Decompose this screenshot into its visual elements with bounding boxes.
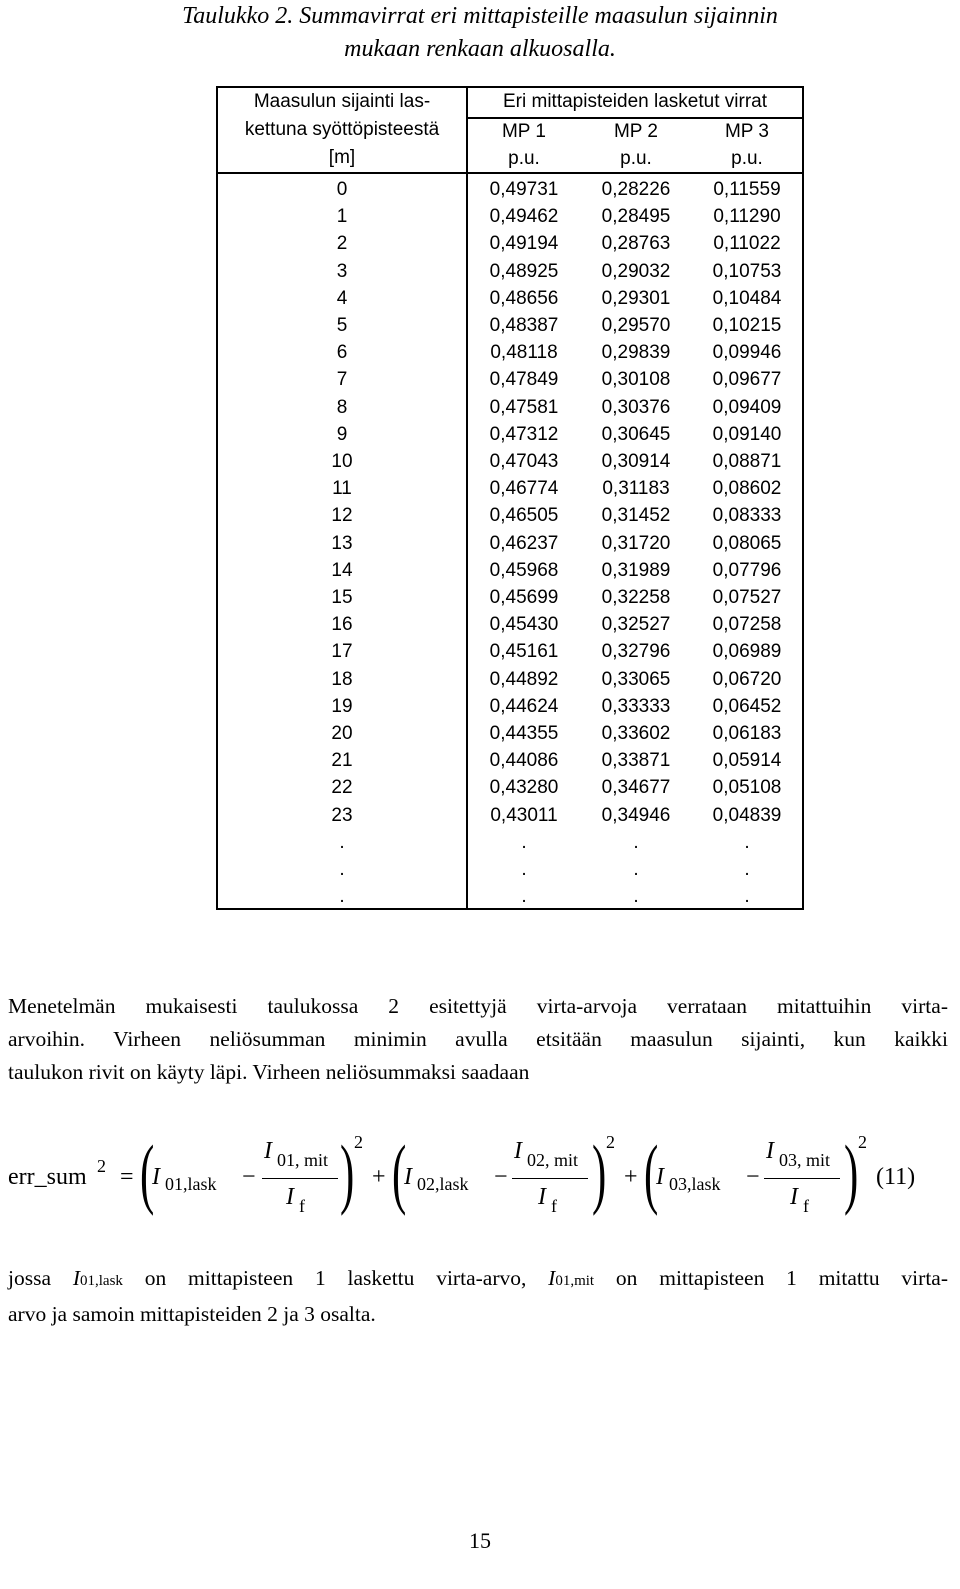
table-cell-mp3: 0,09409 (712, 396, 782, 418)
eq-term2-num-I: I (514, 1138, 522, 1164)
table-cell-mp2: 0,28226 (601, 179, 671, 200)
eq-number: (11) (876, 1164, 916, 1190)
eq-term3-num-sub: 03, mit (779, 1150, 831, 1170)
table-cell-mp3: 0,07527 (712, 587, 782, 608)
table-cell-mp2: 0,32796 (601, 641, 671, 663)
table-cell-mp1: 0,47312 (489, 423, 559, 445)
table-cell-mp1: 0,48656 (489, 287, 559, 309)
eq-paren-close-2: ) (592, 1129, 607, 1216)
table-cell-mp1: 0,43011 (490, 804, 558, 826)
table-cell-mp1: 0,45430 (489, 614, 559, 636)
paragraph-1 (8, 990, 948, 1089)
table-cell-mp2: 0,29032 (601, 260, 671, 282)
header-divider (218, 172, 802, 174)
eq-term1-num-sub: 01, mit (277, 1150, 329, 1170)
table-cell-position: 20 (331, 723, 353, 744)
eq-term3-fraction-bar (764, 1178, 840, 1179)
caption-line-1: Taulukko 2. Summavirrat eri mittapisteille maasulun sijainnin (182, 3, 778, 29)
table-cell-position: 2 (336, 233, 348, 255)
table-cell-mp1: 0,45161 (489, 641, 559, 663)
table-cell-mp1: 0,49462 (489, 206, 559, 228)
table-cell-mp3: 0,05914 (712, 750, 782, 772)
table-cell-mp1: 0,49194 (489, 233, 559, 255)
table-cell-mp3: 0,06989 (712, 641, 782, 663)
eq-term1-I: I (152, 1164, 160, 1190)
eq-term1-den-I: I (286, 1184, 294, 1210)
table-cell-mp1: 0,49731 (489, 179, 559, 200)
eq-term2-calc-sub: 02,lask (417, 1174, 469, 1194)
eq-term2-fraction-bar (512, 1178, 588, 1179)
eq-paren-open-1: ( (140, 1129, 155, 1216)
eq-term3-I: I (656, 1164, 664, 1190)
page-number: 15 (469, 1528, 491, 1553)
table-cell-mp2: 0,34946 (601, 804, 671, 826)
group-header: Eri mittapisteiden lasketut virrat (503, 91, 767, 112)
table-cell-mp3: 0,08602 (712, 478, 782, 500)
eq-term3-calc-sub: 03,lask (669, 1174, 721, 1194)
table-cell-mp1: 0,47043 (489, 451, 559, 472)
paragraph-1-line-1: Menetelmän mukaisesti taulukossa 2 esitettyjä virta-arvoja verrataan mitattuihin virta- (8, 994, 948, 1018)
table-cell-mp1: . (521, 831, 527, 853)
table-cell-mp3: 0,06183 (712, 723, 782, 744)
table-cell-position: 18 (331, 668, 353, 690)
mp2-header: MP 2 (613, 121, 658, 142)
table-cell-mp3: 0,06720 (712, 668, 782, 690)
table-cell-mp3: . (744, 831, 750, 853)
table-cell-mp3: 0,09677 (712, 369, 782, 391)
table-cell-mp2: 0,31989 (601, 559, 671, 581)
table-cell-mp2: . (633, 831, 639, 853)
eq-paren-open-2: ( (392, 1129, 407, 1216)
table-cell-mp2: 0,33065 (601, 668, 671, 690)
table-cell-mp1: 0,47849 (489, 369, 559, 391)
table-cell-mp1: 0,48118 (490, 342, 558, 364)
table-cell-mp1: 0,44355 (489, 723, 559, 744)
mp3-unit: p.u. (731, 148, 763, 169)
eq-term1-den-sub: f (299, 1196, 305, 1216)
col0-header-line-1: Maasulun sijainti las- (253, 91, 431, 112)
table-cell-mp3: 0,11559 (713, 179, 781, 200)
eq-term1-fraction-bar (262, 1178, 338, 1179)
table-cell-position: . (339, 831, 345, 853)
eq-term2-den-sub: f (551, 1196, 557, 1216)
table-cell-mp3: . (744, 859, 750, 880)
table-cell-position: 23 (331, 804, 353, 826)
table-cell-position: 12 (331, 505, 353, 527)
eq-paren-close-3: ) (844, 1129, 859, 1216)
eq-plus-1: + (372, 1164, 386, 1190)
paragraph-2-line-2: arvo ja samoin mittapisteiden 2 ja 3 osalta. (8, 1302, 376, 1326)
table-cell-position: 17 (331, 641, 353, 663)
eq-term3-den-I: I (790, 1184, 798, 1210)
table-cell-mp3: 0,07796 (712, 559, 782, 581)
p2-text-2: on mittapisteen 1 laskettu virta-arvo, (122, 1266, 549, 1290)
p2-symbol-1-sub: 01,lask (80, 1273, 123, 1289)
mp1-header: MP 1 (501, 121, 546, 142)
table-cell-mp3: 0,07258 (712, 614, 782, 636)
eq-term2-I: I (404, 1164, 412, 1190)
table-cell-position: 15 (331, 587, 353, 608)
eq-term1-exponent: 2 (354, 1132, 363, 1152)
table-cell-mp3: 0,04839 (712, 804, 782, 826)
table-cell-mp3: 0,09140 (712, 423, 782, 445)
table-cell-mp2: 0,29570 (601, 315, 671, 336)
table-cell-position: 9 (336, 423, 348, 445)
caption-line-2: mukaan renkaan alkuosalla. (344, 36, 616, 62)
eq-term3-num-I: I (766, 1138, 774, 1164)
table-cell-mp2: 0,30914 (601, 451, 671, 472)
table-cell-mp1: 0,44624 (489, 695, 559, 717)
table-cell-mp2: 0,28763 (601, 233, 671, 255)
table-cell-mp2: 0,32258 (601, 587, 671, 608)
table-cell-mp3: 0,10753 (712, 260, 782, 282)
paragraph-2-line-1 (8, 1262, 948, 1298)
mp3-header: MP 3 (724, 121, 769, 142)
paragraph-2 (8, 1262, 948, 1331)
mp1-unit: p.u. (508, 148, 540, 169)
table-cell-mp3: 0,06452 (712, 695, 782, 717)
table-cell-mp3: 0,05108 (712, 777, 782, 799)
table-cell-position: 8 (336, 396, 348, 418)
eq-term3-exponent: 2 (858, 1132, 867, 1152)
table-cell-position: 14 (331, 559, 353, 581)
table-cell-mp2: . (633, 859, 639, 880)
table-cell-mp2: 0,33871 (601, 750, 671, 772)
table-cell-mp2: 0,31720 (601, 532, 671, 554)
paragraph-1-line-3: taulukon rivit on käyty läpi. Virheen neliösummaksi saadaan (8, 1060, 530, 1084)
table-cell-position: 4 (336, 287, 348, 309)
data-table (216, 86, 804, 910)
table-cell-mp2: 0,30645 (601, 423, 671, 445)
eq-lhs-exponent: 2 (97, 1156, 106, 1176)
table-cell-position: 16 (331, 614, 353, 636)
table-cell-position: 1 (336, 206, 348, 228)
table-cell-mp2: 0,30108 (601, 369, 671, 391)
eq-term2-den-I: I (538, 1184, 546, 1210)
eq-paren-open-3: ( (644, 1129, 659, 1216)
table-cell-position: 21 (331, 750, 353, 772)
table-cell-position: 6 (336, 342, 348, 364)
table-cell-mp3: 0,08333 (712, 505, 782, 527)
table-cell-mp2: 0,30376 (601, 396, 671, 418)
p2-symbol-2: I (548, 1266, 556, 1290)
eq-plus-2: + (624, 1164, 638, 1190)
table-cell-mp2: . (633, 886, 639, 908)
table-cell-mp2: 0,33333 (601, 695, 671, 717)
p2-symbol-2-sub: 01,mit (555, 1273, 595, 1289)
table-cell-mp1: . (521, 859, 527, 880)
table-cell-mp3: . (744, 886, 750, 908)
table-cell-mp3: 0,09946 (712, 342, 782, 364)
eq-term2-exponent: 2 (606, 1132, 615, 1152)
table-cell-mp1: 0,45968 (489, 559, 559, 581)
mp2-unit: p.u. (620, 148, 652, 169)
table-cell-position: 13 (331, 532, 353, 554)
col0-header-line-3: [m] (328, 147, 356, 168)
p2-text-3: on mittapisteen 1 mitattu virta- (594, 1266, 948, 1290)
table-cell-position: 5 (336, 315, 348, 336)
table-cell-mp2: 0,33602 (601, 723, 671, 744)
eq-term2-num-sub: 02, mit (527, 1150, 579, 1170)
table-cell-mp1: 0,44086 (489, 750, 559, 772)
eq-term1-num-I: I (264, 1138, 272, 1164)
table-cell-position: . (339, 886, 345, 908)
table-cell-position: 0 (336, 179, 348, 200)
eq-term3-den-sub: f (803, 1196, 809, 1216)
eq-term2-minus: − (494, 1164, 508, 1190)
table-cell-mp1: 0,48387 (489, 315, 559, 336)
table-cell-mp2: 0,31452 (601, 505, 671, 527)
table-cell-mp2: 0,28495 (601, 206, 671, 228)
paragraph-1-line-2: arvoihin. Virheen neliösumman minimin avulla etsitään maasulun sijainti, kun kaikki (8, 1027, 948, 1051)
table-cell-position: 11 (332, 478, 352, 500)
p2-symbol-1: I (72, 1266, 80, 1290)
eq-lhs: err_sum (8, 1164, 87, 1190)
table-cell-mp1: 0,43280 (489, 777, 559, 799)
eq-equals: = (120, 1164, 134, 1190)
eq-term3-minus: − (746, 1164, 760, 1190)
table-cell-mp1: 0,46237 (489, 532, 559, 554)
eq-paren-close-1: ) (340, 1129, 355, 1216)
table-cell-position: 22 (331, 777, 353, 799)
table-cell-position: . (339, 859, 345, 880)
table-cell-mp3: 0,11022 (713, 233, 781, 255)
table-cell-position: 10 (331, 451, 353, 472)
table-cell-mp3: 0,11290 (713, 206, 781, 228)
table-cell-position: 7 (336, 369, 348, 391)
table-cell-mp2: 0,29301 (601, 287, 671, 309)
table-cell-mp3: 0,10484 (712, 287, 782, 309)
table-cell-mp1: 0,46505 (489, 505, 559, 527)
table-cell-mp1: 0,46774 (489, 478, 559, 500)
table-cell-mp1: 0,48925 (489, 260, 559, 282)
table-cell-mp2: 0,29839 (601, 342, 671, 364)
table-cell-mp1: . (521, 886, 527, 908)
table-cell-mp1: 0,44892 (489, 668, 559, 690)
col0-header-line-2: kettuna syöttöpisteestä (244, 119, 440, 140)
p2-text-1: jossa (8, 1266, 73, 1290)
eq-term1-minus: − (242, 1164, 256, 1190)
table-cell-mp2: 0,34677 (601, 777, 671, 799)
table-cell-mp3: 0,10215 (712, 315, 782, 336)
eq-term1-calc-sub: 01,lask (165, 1174, 217, 1194)
table-cell-mp1: 0,45699 (489, 587, 559, 608)
table-cell-mp1: 0,47581 (489, 396, 559, 418)
table-cell-position: 3 (336, 260, 348, 282)
table-cell-mp2: 0,31183 (602, 478, 670, 500)
equation-11 (0, 1130, 960, 1230)
table-cell-mp3: 0,08871 (712, 451, 782, 472)
table-cell-mp2: 0,32527 (601, 614, 671, 636)
table-cell-position: 19 (331, 695, 353, 717)
table-cell-mp3: 0,08065 (712, 532, 782, 554)
